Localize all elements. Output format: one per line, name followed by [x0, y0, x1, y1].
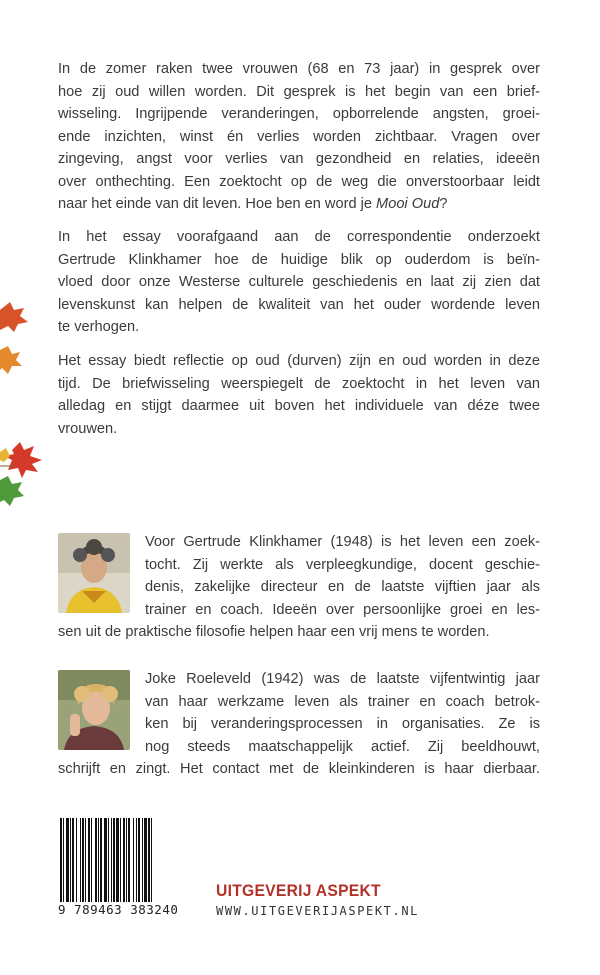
autumn-leaves-icon	[0, 300, 60, 520]
leaf-green-icon	[0, 476, 24, 506]
text-line: over onthechting. Een zoektocht op de weg die onverstoorbaar leidt	[58, 173, 540, 190]
text-line: In het essay voorafgaand aan de correspondentie onderzoekt	[58, 229, 540, 245]
author-2-bio-end	[58, 758, 540, 781]
text-line: In de zomer raken twee vrouwen (68 en 73 jaar) in gesprek over	[58, 61, 540, 77]
text-line: zingeving, angst voor verlies van gezondheid en relaties, ideeën	[58, 151, 540, 167]
summary-paragraph-3	[58, 350, 540, 440]
text-line: ende inzichten, winst én verlies worden zichtbaar. Vragen over	[58, 128, 540, 145]
text-segment: trainer en coach.	[145, 601, 264, 618]
book-title-italic: Mooi Oud	[376, 196, 440, 212]
text-line: tocht. Zij werkte als verpleegkundige, docent geschie-	[145, 556, 540, 573]
author-1-bio	[145, 531, 540, 621]
text-line: ken bij veranderingsprocessen in organisaties. Ze is	[145, 716, 540, 732]
summary-paragraph-1	[58, 58, 540, 216]
text-line: vloed door onze Westerse culturele geschiedenis en laat zij zien dat	[58, 274, 540, 290]
text-segment: ?	[439, 196, 448, 212]
leaf-yellow-icon	[0, 448, 10, 462]
text-line: levenskunst kan helpen de kwaliteit van het ouder wordende leven	[58, 296, 540, 313]
text-line: Joke Roeleveld (1942) was de laatste vijfentwintig jaar	[145, 671, 540, 687]
text-line: Voor Gertrude Klinkhamer (1948) is het leven een zoek-	[145, 534, 540, 550]
text-line	[145, 599, 540, 622]
publisher-logo: UITGEVERIJ ASPEKT	[216, 881, 381, 900]
summary-paragraph-2	[58, 226, 540, 339]
author-2-photo	[58, 670, 130, 750]
text-line: vrouwen.	[58, 420, 118, 437]
leaf-maple-red-icon	[4, 442, 42, 478]
text-line: Het essay biedt reflectie op oud (durven) zijn en oud worden in deze	[58, 353, 540, 369]
text-line: denis, zakelijke directeur en de laatste vijftien jaar als	[145, 579, 540, 595]
text-line: hoe zij oud willen worden. Dit gesprek is het begin van een brief-	[58, 83, 540, 100]
isbn-number: 9 789463 383240	[58, 902, 194, 917]
text-line: alledag en stijgt daarmee uit boven het individuele van déze twee	[58, 398, 540, 414]
text-line	[58, 193, 540, 216]
text-line: schrijft en zingt. Het contact met de kleinkinderen is haar dierbaar.	[58, 761, 540, 777]
text-segment: naar het einde van dit leven. Hoe ben en word je	[58, 196, 377, 212]
leaf-red-icon	[0, 302, 28, 332]
text-segment: Ideeën over persoonlijke groei en les-	[263, 601, 540, 618]
author-1-bio-end	[58, 621, 540, 644]
text-line: te verhogen.	[58, 319, 140, 335]
author-2-bio	[145, 668, 540, 758]
author-1-photo	[58, 533, 130, 613]
text-line: nog steeds maatschappelijk actief. Zij beeldhouwt,	[145, 738, 540, 755]
text-line: tijd. De briefwisseling weerspiegelt de zoektocht in het leven van	[58, 375, 540, 392]
text-line: sen uit de praktische filosofie helpen haar een vrij mens te worden.	[58, 624, 490, 640]
text-line: wisseling. Ingrijpende veranderingen, opborrelende angsten, groei-	[58, 106, 540, 122]
text-line: Gertrude Klinkhamer hoe de huidige blik op ouderdom is beïn-	[58, 251, 540, 268]
publisher-website: WWW.UITGEVERIJASPEKT.NL	[216, 904, 419, 918]
leaf-orange-icon	[0, 346, 22, 374]
text-line: van haar werkzame leven als trainer en coach betrok-	[145, 693, 540, 710]
